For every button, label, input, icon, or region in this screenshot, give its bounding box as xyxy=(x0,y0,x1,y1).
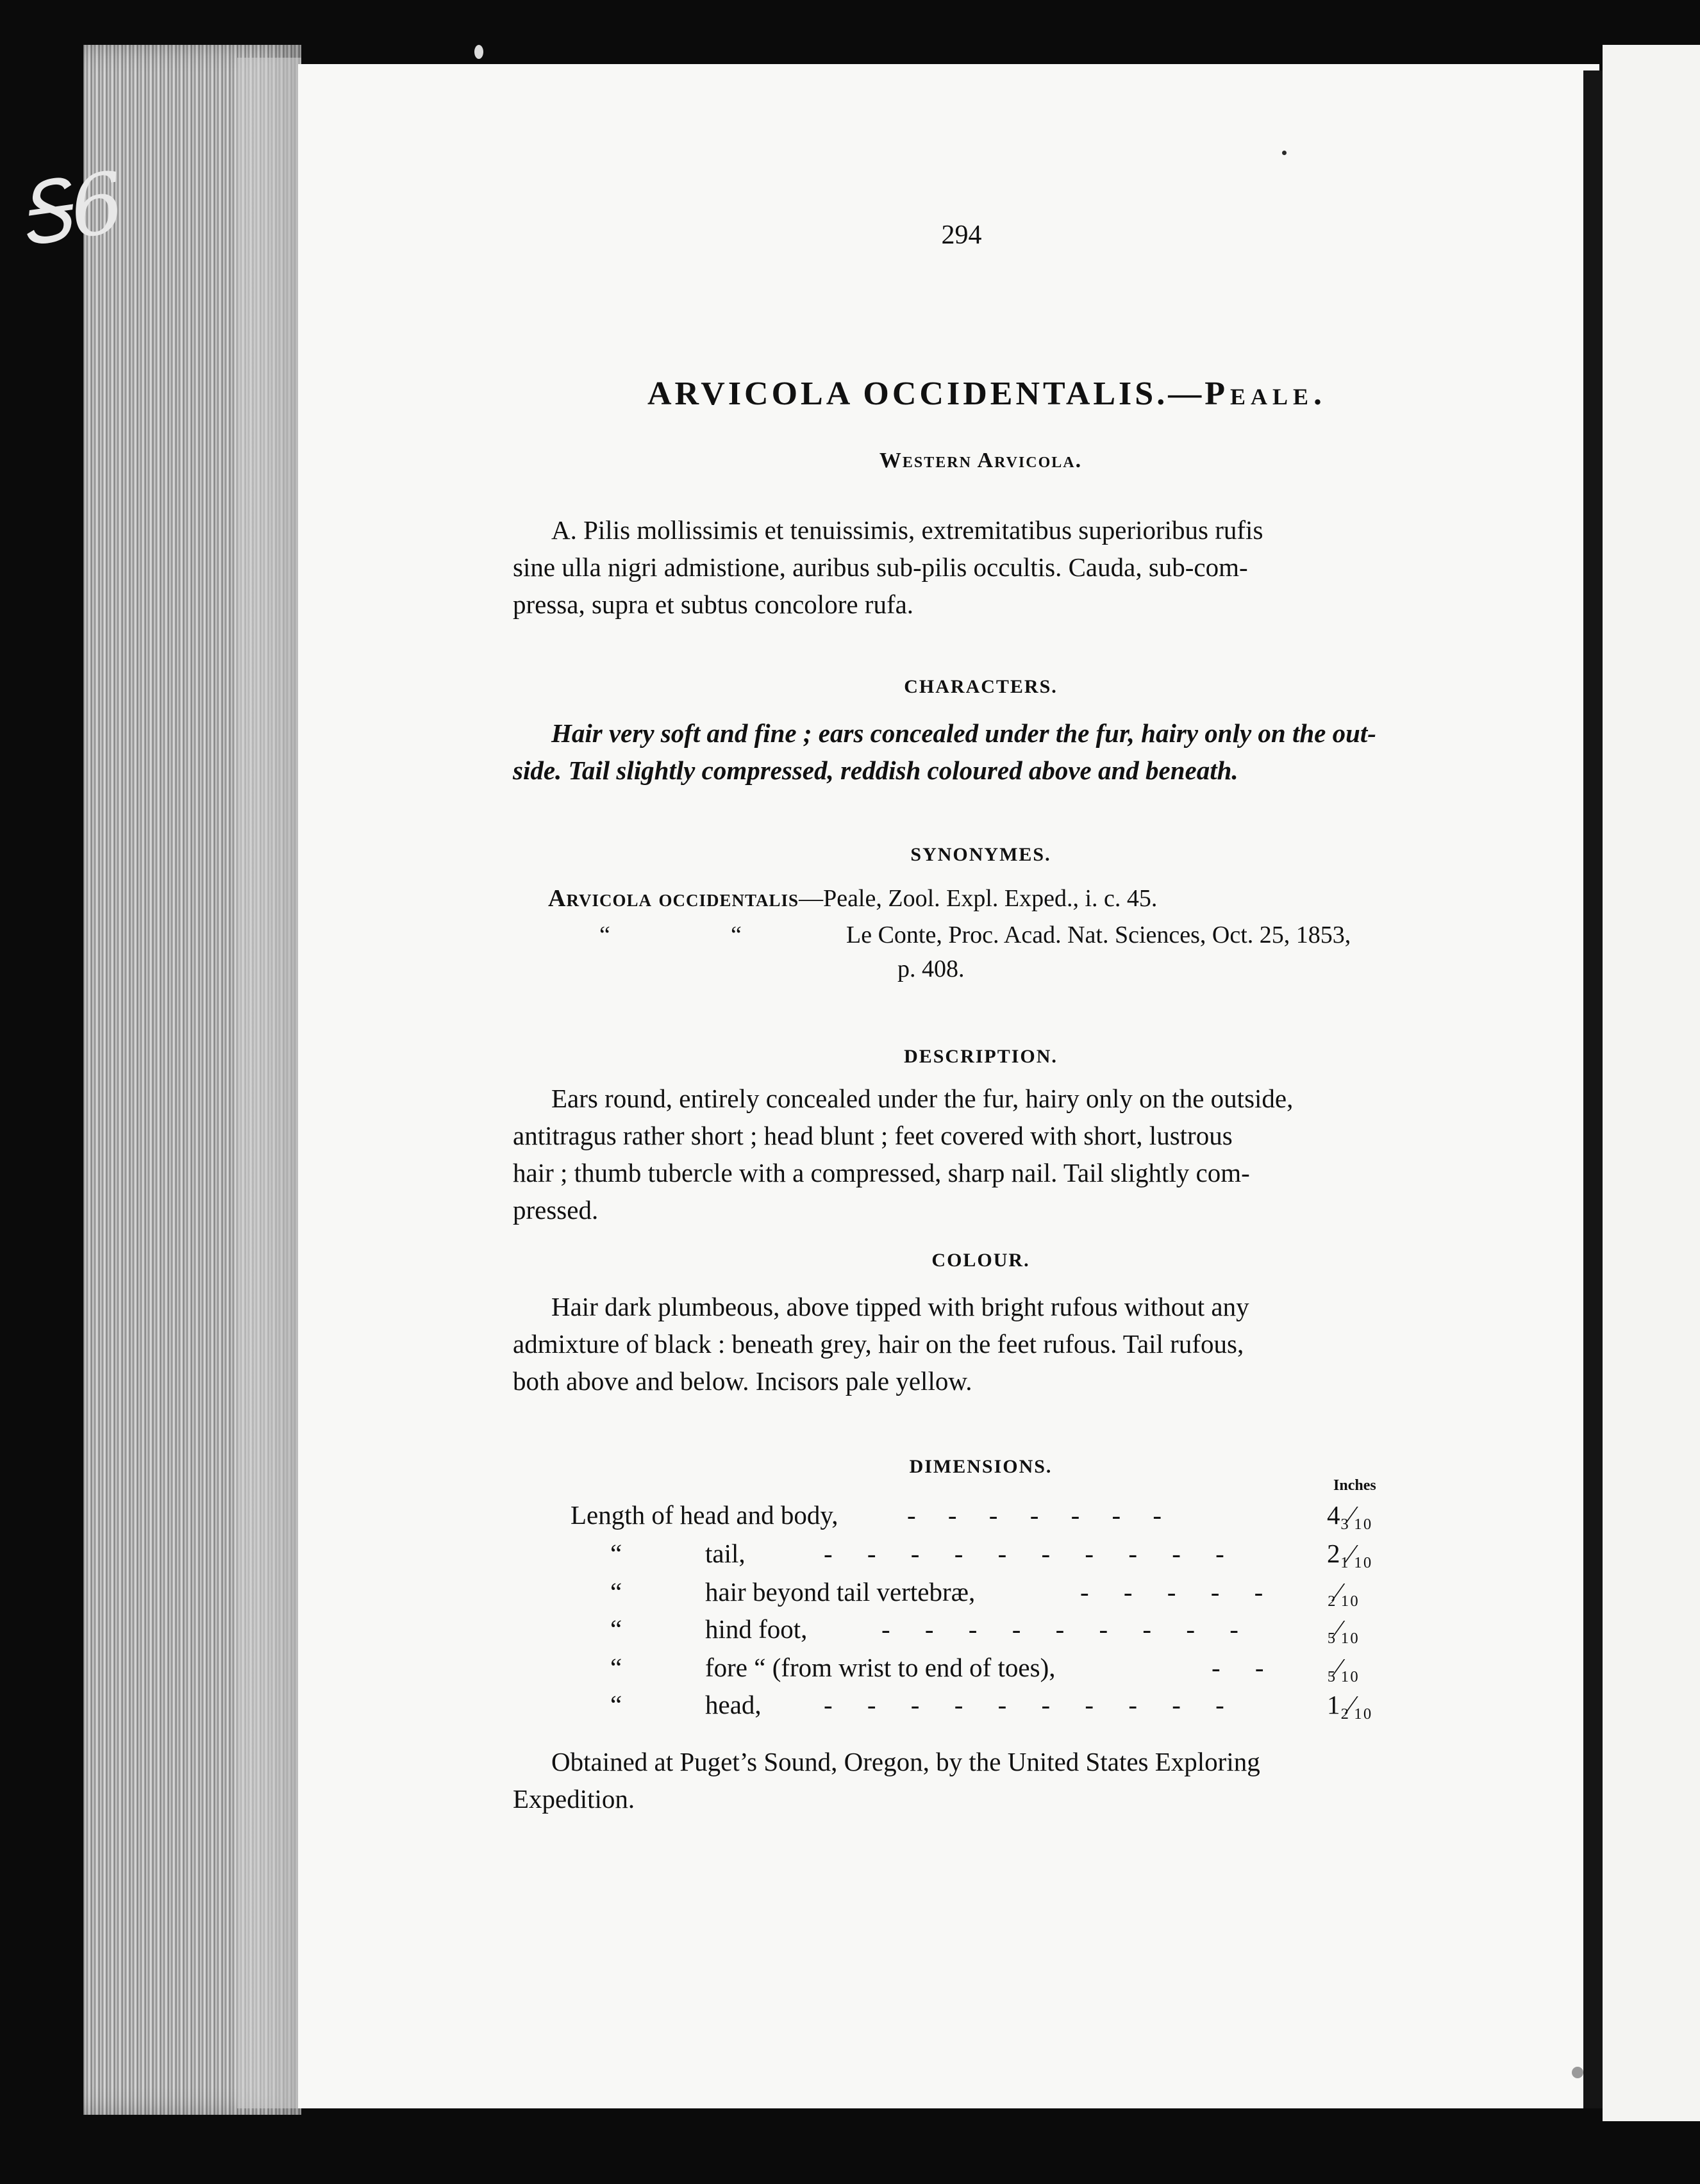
colour-text xyxy=(513,1288,1449,1400)
closing-text xyxy=(513,1743,1449,1817)
book-gutter xyxy=(1583,70,1605,2108)
synonym-reference: Le Conte, Proc. Acad. Nat. Sciences, Oct. 25, 1853, xyxy=(846,922,1351,948)
description-line: Ears round, entirely concealed under the fur, hairy only on the outside, xyxy=(551,1084,1294,1113)
colour-line: admixture of black : beneath grey, hair on the feet rufous. Tail rufous, xyxy=(513,1329,1244,1359)
ink-spot xyxy=(1282,151,1287,155)
characters-line: Hair very soft and fine ; ears concealed under the fur, hairy only on the out- xyxy=(551,718,1376,748)
dimension-row xyxy=(571,1500,1391,1538)
dimension-ditto: “ xyxy=(610,1614,622,1644)
dimension-ditto: “ xyxy=(610,1539,622,1568)
dimension-label: Length of head and body, xyxy=(571,1500,838,1530)
synonym-reference-continued: p. 408. xyxy=(897,956,965,982)
description-text xyxy=(513,1080,1449,1228)
synonymes-heading: SYNONYMES. xyxy=(910,844,1051,865)
dimension-ditto: “ xyxy=(610,1577,622,1607)
colour-line: Hair dark plumbeous, above tipped with bright rufous without any xyxy=(551,1292,1249,1321)
page-title xyxy=(532,375,1442,413)
dimensions-heading: DIMENSIONS. xyxy=(909,1456,1053,1477)
dimension-leader: - - - - - - - xyxy=(907,1500,1175,1530)
ink-spot xyxy=(1572,2067,1583,2078)
book-page-edges-shadow xyxy=(237,58,301,2108)
dimension-ditto: “ xyxy=(610,1690,622,1719)
synonym-name: Arvicola occidentalis xyxy=(548,885,799,912)
colour-heading: COLOUR. xyxy=(931,1250,1030,1271)
characters-line: side. Tail slightly compressed, reddish coloured above and beneath. xyxy=(513,756,1238,785)
dimension-row xyxy=(571,1538,1391,1576)
characters-heading: CHARACTERS. xyxy=(904,676,1058,697)
margin-handwriting: Ꭶ6 xyxy=(12,153,130,265)
colour-line: both above and below. Incisors pale yellow. xyxy=(513,1366,972,1396)
latin-diagnosis xyxy=(513,511,1449,623)
synonym-ditto: “ xyxy=(731,922,742,948)
dimension-label: hair beyond tail vertebræ, xyxy=(705,1577,976,1607)
dimension-value: 4₃⁄₁₀ xyxy=(1327,1500,1372,1530)
description-line: antitragus rather short ; head blunt ; feet covered with short, lustrous xyxy=(513,1121,1233,1150)
ink-spot xyxy=(474,45,483,59)
description-line: pressed. xyxy=(513,1195,599,1225)
common-name: Western Arvicola. xyxy=(879,449,1083,472)
dimension-label: hind foot, xyxy=(705,1614,808,1644)
latin-line: pressa, supra et subtus concolore rufa. xyxy=(513,590,914,619)
dimension-value: ₂⁄₁₀ xyxy=(1327,1577,1359,1607)
title-author: Peale. xyxy=(1204,376,1328,412)
dimension-value: ₅⁄₁₀ xyxy=(1327,1653,1359,1682)
description-line: hair ; thumb tubercle with a compressed, sharp nail. Tail slightly com- xyxy=(513,1158,1250,1187)
dimensions-unit: Inches xyxy=(1333,1477,1376,1494)
dimension-leader: - - - - - - - - - - xyxy=(824,1539,1238,1568)
dimension-row xyxy=(571,1652,1391,1691)
dimension-value: 2₁⁄₁₀ xyxy=(1327,1539,1372,1568)
dimension-row xyxy=(571,1614,1391,1652)
dimension-row xyxy=(571,1576,1391,1615)
synonym-reference: —Peale, Zool. Expl. Exped., i. c. 45. xyxy=(799,885,1158,912)
latin-line: sine ulla nigri admistione, auribus sub-pilis occultis. Cauda, sub-com- xyxy=(513,552,1248,582)
dimension-leader: - - - - - - - - - - xyxy=(824,1690,1238,1719)
closing-line: Expedition. xyxy=(513,1784,635,1814)
latin-line: A. Pilis mollissimis et tenuissimis, extremitatibus superioribus rufis xyxy=(551,515,1263,545)
dimension-leader: - - - - - xyxy=(1080,1577,1278,1607)
dimension-value: ₅⁄₁₀ xyxy=(1327,1614,1359,1644)
description-heading: DESCRIPTION. xyxy=(904,1046,1058,1067)
dimension-row xyxy=(571,1689,1391,1728)
dimension-value: 1₂⁄₁₀ xyxy=(1327,1690,1372,1719)
next-page-edge xyxy=(1603,45,1700,2121)
characters-text xyxy=(513,715,1449,789)
dimension-label: tail, xyxy=(705,1539,746,1568)
synonym-entry-1 xyxy=(548,884,1157,913)
closing-line: Obtained at Puget’s Sound, Oregon, by the United States Exploring xyxy=(551,1747,1260,1776)
synonym-ditto: “ xyxy=(599,922,610,948)
dimension-leader: - - - - - - - - - xyxy=(881,1614,1253,1644)
dimension-ditto: “ xyxy=(610,1653,622,1682)
dimension-label: head, xyxy=(705,1690,762,1719)
page-number: 294 xyxy=(941,220,982,250)
title-species: ARVICOLA OCCIDENTALIS.— xyxy=(647,376,1205,412)
dimension-label: fore “ (from wrist to end of toes), xyxy=(705,1653,1056,1682)
dimension-leader: - - xyxy=(1212,1653,1278,1682)
